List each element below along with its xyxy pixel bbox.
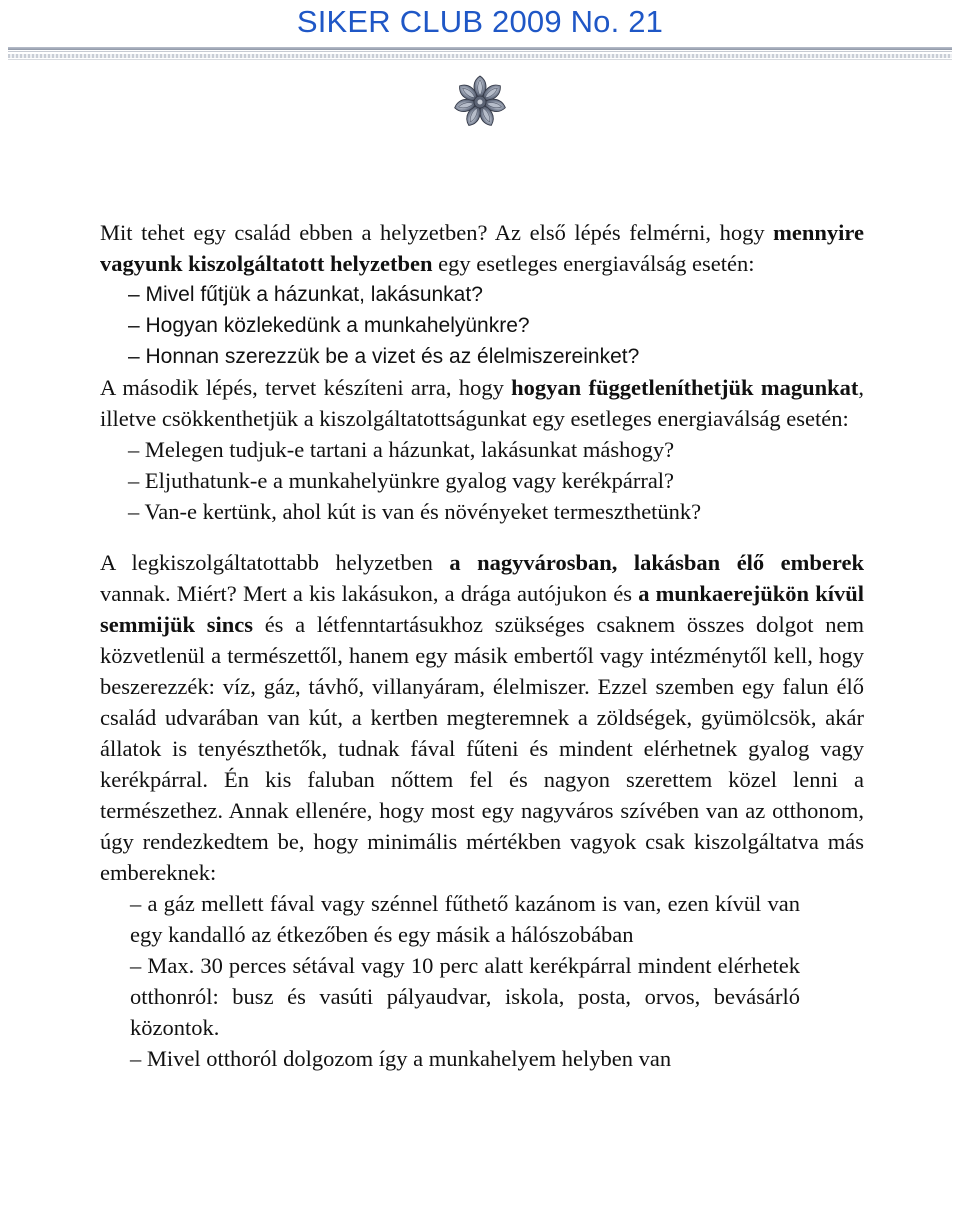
list-item: – Max. 30 perces sétával vagy 10 perc alatt kerékpárral mindent elérhetek otthonról: busz és vasúti pályaudvar, iskola, posta, orvos, bevásárló közontok.: [130, 953, 800, 1040]
list-item: – Eljuthatunk-e a munkahelyünkre gyalog vagy kerékpárral?: [128, 468, 675, 493]
paragraph-second-step: A második lépés, tervet készíteni arra, hogy hogyan függetleníthetjük magunkat, illetve csökkenthetjük a kiszolgáltatottságunkat egy esetleges energiaválság esetén:: [100, 375, 864, 431]
list-item: – Hogyan közlekedünk a munkahelyünkre?: [128, 314, 530, 337]
flower-logo-icon: [450, 72, 510, 132]
header-divider: [8, 47, 952, 50]
list-item: – Melegen tudjuk-e tartani a házunkat, lakásunkat máshogy?: [128, 437, 675, 462]
list-item: – Honnan szerezzük be a vizet és az élelmiszereinket?: [128, 345, 640, 368]
header-divider-shadow: [8, 59, 952, 60]
page-header-title: SIKER CLUB 2009 No. 21: [296, 4, 664, 39]
list-item: – Mivel otthoról dolgozom így a munkahelyem helyben van: [130, 1046, 672, 1071]
header-divider-pattern: [8, 54, 952, 58]
list-item: – a gáz mellett fával vagy szénnel fűthető kazánom is van, ezen kívül van egy kandalló az étkezőben és egy másik a hálószobában: [130, 891, 800, 947]
article-body: [100, 217, 864, 1074]
paragraph-vulnerability: A legkiszolgáltatottabb helyzetben a nagyvárosban, lakásban élő emberek vannak. Miért? Mert a kis lakásukon, a drága autójukon és a munkaerejükön kívül semmijük sincs és a létfenntartásukhoz szükséges csaknem összes dolgot nem közvetlenül a természettől, hanem egy másik embertől vagy intézménytől kell, hogy beszerezzék: víz, gáz, távhő, villanyáram, élelmiszer. Ezzel szemben egy falun élő család udvarában van kút, a kertben megteremnek a zöldségek, gyümölcsök, akár állatok is tenyészthetők, tudnak fával fűteni és mindent elérhetnek gyalog vagy kerékpárral. Én kis faluban nőttem fel és nagyon szerettem közel lenni a természethez. Annak ellenére, hogy most egy nagyváros szívében van az otthonom, úgy rendezkedtem be, hogy minimális mértékben vagyok csak kiszolgáltatva más embereknek:: [100, 550, 865, 885]
list-item: – Van-e kertünk, ahol kút is van és növényeket termeszthetünk?: [128, 499, 702, 524]
header-divider-line: [8, 51, 952, 52]
list-item: – Mivel fűtjük a házunkat, lakásunkat?: [128, 283, 483, 306]
paragraph-first-step: Mit tehet egy család ebben a helyzetben? Az első lépés felmérni, hogy mennyire vagyunk kiszolgáltatott helyzetben egy esetleges energiaválság esetén:: [100, 220, 864, 276]
